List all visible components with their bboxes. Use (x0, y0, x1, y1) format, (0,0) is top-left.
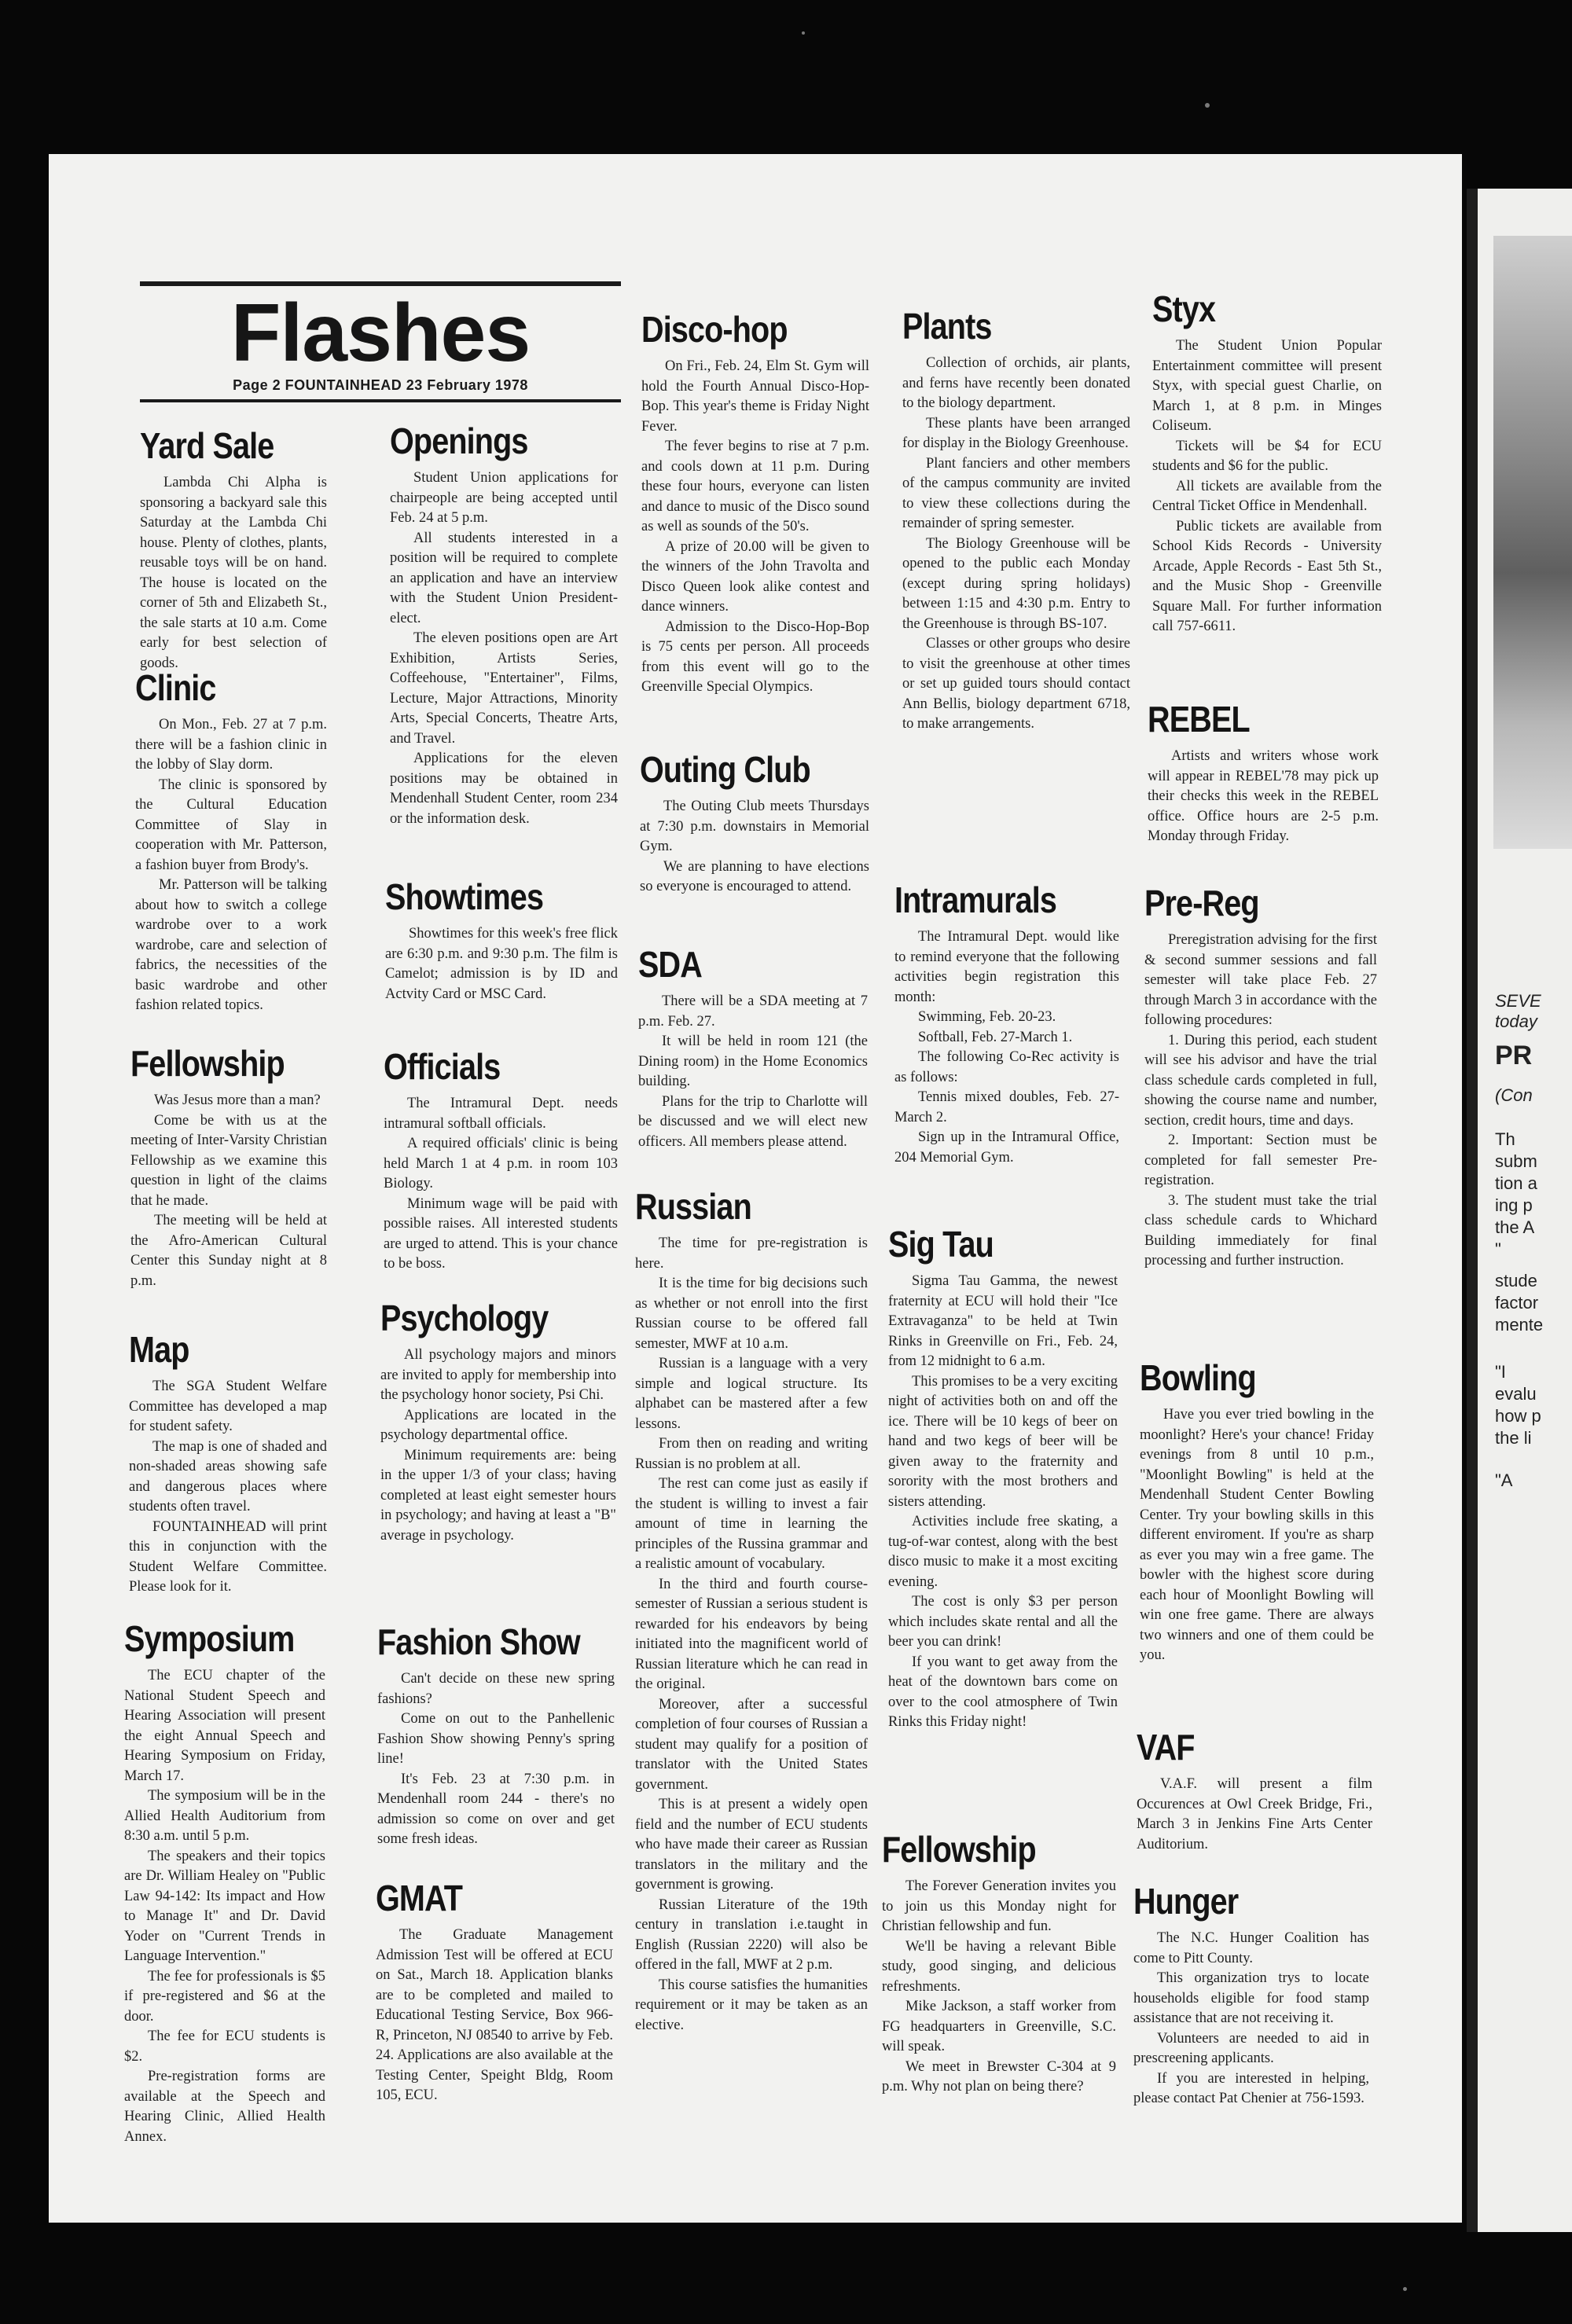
article-paragraph: If you want to get away from the heat of the downtown bars come on over to the cool atmosphere of Twin Rinks this Friday night! (888, 1654, 1118, 1730)
article-heading: Intramurals (894, 879, 1056, 920)
article-styx (1152, 288, 1382, 637)
article-paragraph: Sigma Tau Gamma, the newest fraternity at ECU will hold their "Ice Extravaganza" to be held at Twin Rinks in Greenville on Fri., Feb. 24, from 12 midnight to 6 a.m. (888, 1273, 1118, 1369)
page-title: Flashes (230, 288, 531, 379)
next-page-fragment: today (1495, 1011, 1537, 1031)
next-page-fragment: SEVE (1495, 991, 1541, 1011)
article-paragraph: Come on out to the Panhellenic Fashion Show showing Penny's spring line! (377, 1711, 615, 1767)
next-page-fragment: how p (1495, 1406, 1541, 1426)
article-heading: REBEL (1148, 699, 1250, 740)
article-paragraph: The Biology Greenhouse will be opened to the public each Monday (except during spring holidays) between 1:15 and 4:30 p.m. Entry to the Greenhouse is through BS-107. (902, 535, 1130, 632)
article-paragraph: The fee for professionals is $5 if pre-registered and $6 at the door. (124, 1968, 325, 2025)
article-heading: Pre-Reg (1144, 883, 1259, 923)
article-paragraph: Student Union applications for chairpeople are being accepted until Feb. 24 at 5 p.m. (390, 470, 618, 526)
article-paragraph: The fee for ECU students is $2. (124, 2028, 325, 2065)
article-psychology (380, 1297, 616, 1546)
article-gmat (376, 1877, 613, 2106)
article-paragraph: The N.C. Hunger Coalition has come to Pitt County. (1133, 1930, 1369, 1966)
next-page-fragment: stude (1495, 1271, 1537, 1290)
article-paragraph: The rest can come just as easily if the student is willing to invest a fair amount of time in learning the principles of the Russina grammar and a realistic amount of vocabulary. (635, 1476, 868, 1572)
article-paragraph: All psychology majors and minors are invited to apply for membership into the psychology honor society, Psi Chi. (380, 1347, 616, 1403)
article-paragraph: This organization trys to locate households eligible for food stamp assistance that are not receiving it. (1133, 1970, 1369, 2026)
article-russian (635, 1185, 868, 2036)
next-page-fragment: the A (1495, 1217, 1535, 1237)
article-heading: Symposium (124, 1618, 295, 1659)
next-page-fragment: subm (1495, 1151, 1537, 1171)
article-paragraph: Russian is a language with a very simple and logical structure. Its alphabet can be mastered after a few lessons. (635, 1356, 868, 1432)
article-paragraph: The Student Union Popular Entertainment committee will present Styx, with special guest Charlie, on March 1, at 8 p.m. in Minges Coliseum. (1152, 338, 1382, 434)
masthead-rule (140, 281, 621, 286)
article-symposium (124, 1617, 325, 2147)
article-paragraph: Plant fanciers and other members of the campus community are invited to view these collections during the remainder of spring semester. (902, 455, 1130, 531)
article-pre-reg (1144, 882, 1377, 1272)
article-paragraph: The Intramural Dept. would like to remind everyone that the following activities begin registration this month: (894, 929, 1119, 1005)
article-paragraph: Can't decide on these new spring fashions? (377, 1671, 615, 1707)
article-paragraph: Moreover, after a successful completion of four courses of Russian a student may qualify for a position of translator with the United States government. (635, 1696, 868, 1793)
article-paragraph: We meet in Brewster C-304 at 9 p.m. Why not plan on being there? (882, 2058, 1116, 2095)
article-sig-tau (888, 1223, 1118, 1733)
article-heading: SDA (638, 944, 702, 985)
article-paragraph: Artists and writers whose work will appear in REBEL'78 may pick up their checks this week in the REBEL office. Office hours are 2-5 p.m. Monday through Friday. (1148, 748, 1379, 844)
article-paragraph: A prize of 20.00 will be given to the winners of the John Travolta and Disco Queen look alike contest and dance winners. (641, 538, 869, 615)
next-page-fragment: ing p (1495, 1195, 1533, 1215)
article-paragraph: Preregistration advising for the first & second summer sessions and fall semester will take place Feb. 27 through March 3 in accordance with the following procedures: (1144, 932, 1377, 1028)
adjacent-page-photo (1493, 236, 1572, 849)
article-paragraph: Have you ever tried bowling in the moonlight? Here's your chance! Friday evenings from 8 until 10 p.m., "Moonlight Bowling" is held at the Mendenhall Student Center Bowling Center. Try your bowling skills in this different enviroment. If you're as sharp as ever you may win a free game. The bowler with the highest score during each hour of Moonlight Bowling will win one free game. There are always two winners and one of them could be you. (1140, 1407, 1374, 1663)
article-paragraph: From then on reading and writing Russian is no problem at all. (635, 1436, 868, 1472)
article-heading: Psychology (380, 1298, 549, 1338)
article-paragraph: The Forever Generation invites you to join us this Monday night for Christian fellowship and fun. (882, 1878, 1116, 1934)
article-heading: Plants (902, 306, 992, 347)
article-paragraph: Russian Literature of the 19th century in translation i.e.taught in English (Russian 2220) will also be offered in the fall, MWF at 2 p.m. (635, 1896, 868, 1973)
article-paragraph: Lambda Chi Alpha is sponsoring a backyard sale this Saturday at the Lambda Chi house. Plenty of clothes, plants, reusable toys will be on hand. The house is located on the corner of 5th and Elizabeth St., the sale starts at 10 a.m. Come early for best selection of goods. (140, 475, 327, 671)
article-hunger (1133, 1880, 1369, 2109)
article-paragraph: 1. During this period, each student will see his advisor and have the trial class schedule cards completed in full, showing the course name and number, section, credit hours, time and days. (1144, 1032, 1377, 1129)
article-paragraph: It is the time for big decisions such as whether or not enroll into the first Russian course to be offered fall semester, MWF at 10 a.m. (635, 1276, 868, 1352)
next-page-fragment: tion a (1495, 1173, 1537, 1193)
article-paragraph: Minimum requirements are: being in the upper 1/3 of your class; having completed at least eight semester hours in psychology; and having at least a "B" average in psychology. (380, 1447, 616, 1544)
article-showtimes (385, 876, 618, 1004)
article-paragraph: The symposium will be in the Allied Health Auditorium from 8:30 a.m. until 5 p.m. (124, 1788, 325, 1844)
article-paragraph: FOUNTAINHEAD will print this in conjunction with the Student Welfare Committee. Please look for it. (129, 1518, 327, 1595)
article-paragraph: Tickets will be $4 for ECU students and $6 for the public. (1152, 438, 1382, 474)
article-paragraph: All tickets are available from the Central Ticket Office in Mendenhall. (1152, 478, 1382, 514)
article-heading: Outing Club (640, 749, 810, 790)
article-heading: Styx (1152, 288, 1216, 329)
article-paragraph: Plans for the trip to Charlotte will be discussed and we will elect new officers. All members please attend. (638, 1093, 868, 1150)
article-intramurals (894, 879, 1119, 1168)
article-paragraph: Showtimes for this week's free flick are 6:30 p.m. and 9:30 p.m. The film is Camelot; admission is by ID and Actvity Card or MSC Card. (385, 926, 618, 1002)
adjacent-page-edge (1467, 189, 1572, 2232)
article-paragraph: Public tickets are available from School Kids Records - University Arcade, Apple Records - East 5th St., and the Music Shop - Greenville Square Mall. For further information call 757-6611. (1152, 518, 1382, 634)
article-heading: Fellowship (882, 1829, 1036, 1870)
article-heading: Sig Tau (888, 1224, 994, 1265)
next-page-fragment: PR (1495, 1041, 1533, 1070)
article-sda (638, 943, 868, 1152)
article-heading: Yard Sale (140, 425, 274, 466)
article-paragraph: A required officials' clinic is being held March 1 at 4 p.m. in room 103 Biology. (384, 1136, 618, 1191)
article-vaf (1137, 1726, 1372, 1855)
article-heading: VAF (1137, 1727, 1195, 1768)
article-heading: Showtimes (385, 876, 544, 917)
article-heading: Clinic (135, 667, 216, 708)
article-paragraph: 2. Important: Section must be completed for fall semester Pre-registration. (1144, 1133, 1377, 1188)
article-paragraph: The Graduate Management Admission Test will be offered at ECU on Sat., March 18. Application blanks are to be completed and mailed to Educational Testing Service, Box 966-R, Princeton, NJ 08540 to arrive by Feb. 24. Applications are also available at the Testing Center, Speight Bldg, Room 105, ECU. (376, 1927, 613, 2103)
article-heading: Officials (384, 1046, 501, 1087)
article-clinic (135, 666, 327, 1016)
article-map (129, 1328, 327, 1598)
article-heading: Russian (635, 1186, 751, 1227)
article-heading: Openings (390, 420, 528, 461)
article-paragraph: In the third and fourth course-semester of Russian a serious student is rewarded for his endeavors by being initiated into the magnificent world of Russian literature which he can read in the original. (635, 1576, 868, 1692)
next-page-fragment: "A (1495, 1470, 1513, 1490)
article-paragraph: The following Co-Rec activity is as follows: (894, 1049, 1119, 1085)
article-paragraph: It will be held in room 121 (the Dining room) in the Home Economics building. (638, 1034, 868, 1089)
article-paragraph: This course satisfies the humanities requirement or it may be taken as an elective. (635, 1977, 868, 2033)
article-heading: Fellowship (130, 1043, 285, 1084)
article-paragraph: The clinic is sponsored by the Cultural Education Committee of Slay in cooperation with Mr. Patterson, a fashion buyer from Brody's. (135, 777, 327, 873)
article-plants (902, 305, 1130, 735)
article-paragraph: The eleven positions open are Art Exhibition, Artists Series, Coffeehouse, "Entertainer", Films, Lecture, Major Attractions, Minority Arts, Special Concerts, Theatre Arts, and Travel. (390, 630, 618, 747)
article-fashion-show (377, 1621, 615, 1850)
article-heading: Fashion Show (377, 1621, 580, 1662)
scan-speck (1205, 103, 1210, 108)
article-paragraph: The ECU chapter of the National Student Speech and Hearing Association will present the eight Annual Speech and Hearing Symposium on Friday, March 17. (124, 1668, 325, 1784)
article-paragraph: There will be a SDA meeting at 7 p.m. Feb. 27. (638, 993, 868, 1030)
next-page-fragment: evalu (1495, 1384, 1537, 1404)
article-paragraph: Admission to the Disco-Hop-Bop is 75 cents per person. All proceeds from this event will go to the Greenville Special Olympics. (641, 619, 869, 695)
article-paragraph: This promises to be a very exciting night of activities both on and off the ice. There will be 10 kegs of beer on hand and two kegs of beer will be given away to the fraternity and sorority with the most brothers and sisters attending. (888, 1373, 1118, 1510)
article-heading: GMAT (376, 1878, 463, 1918)
article-paragraph: All students interested in a position will be required to complete an application and have an interview with the Student Union President-elect. (390, 530, 618, 626)
article-paragraph: These plants have been arranged for display in the Biology Greenhouse. (902, 415, 1130, 451)
page-dateline: Page 2 FOUNTAINHEAD 23 February 1978 (233, 377, 528, 393)
article-paragraph: Softball, Feb. 27-March 1. (918, 1029, 1073, 1045)
article-paragraph: The time for pre-registration is here. (635, 1235, 868, 1272)
article-heading: Hunger (1133, 1881, 1239, 1922)
next-page-fragment: mente (1495, 1315, 1544, 1335)
article-paragraph: The meeting will be held at the Afro-American Cultural Center this Sunday night at 8 p.m. (130, 1213, 327, 1289)
next-page-fragment: (Con (1495, 1085, 1533, 1105)
masthead-rule (140, 399, 621, 402)
article-paragraph: Was Jesus more than a man? (154, 1092, 321, 1108)
article-paragraph: If you are interested in helping, please contact Pat Chenier at 756-1593. (1133, 2070, 1369, 2106)
article-paragraph: Applications for the eleven positions may be obtained in Mendenhall Student Center, room 234 or the information desk. (390, 751, 618, 827)
article-paragraph: Swimming, Feb. 20-23. (918, 1009, 1056, 1025)
article-paragraph: The speakers and their topics are Dr. William Healey on "Public Law 94-142: Its impact and How to Manage It" and Dr. David Yoder on "Current Trends in Language Intervention." (124, 1848, 325, 1964)
article-paragraph: The Outing Club meets Thursdays at 7:30 p.m. downstairs in Memorial Gym. (640, 799, 869, 854)
article-paragraph: Applications are located in the psychology departmental office. (380, 1407, 616, 1443)
article-paragraph: The fever begins to rise at 7 p.m. and cools down at 11 p.m. During these four hours, everyone can listen and dance to music of the Disco sound as well as sounds of the 50's. (641, 439, 869, 534)
article-paragraph: Minimum wage will be paid with possible raises. All interested students are urged to attend. This is your chance to be boss. (384, 1195, 618, 1272)
article-paragraph: Mr. Patterson will be talking about how to switch a college wardrobe over to a work wardrobe, care and selection of fabrics, the necessities of the basic wardrobe and other fashion related topics. (135, 877, 327, 1013)
article-paragraph: V.A.F. will present a film Occurences at Owl Creek Bridge, Fri., March 3 in Jenkins Fine Arts Center Auditorium. (1137, 1776, 1372, 1852)
article-paragraph: The map is one of shaded and non-shaded areas showing safe and dangerous places where students often travel. (129, 1438, 327, 1514)
article-paragraph: On Mon., Feb. 27 at 7 p.m. there will be a fashion clinic in the lobby of Slay dorm. (135, 717, 327, 773)
next-page-fragment: factor (1495, 1293, 1539, 1313)
article-paragraph: Activities include free skating, a tug-of-war contest, along with the best disco music to make it a most exciting evening. (888, 1514, 1118, 1590)
article-bowling (1140, 1357, 1374, 1666)
article-paragraph: Volunteers are needed to aid in prescreening applicants. (1133, 2030, 1369, 2066)
article-paragraph: It's Feb. 23 at 7:30 p.m. in Mendenhall room 244 - there's no admission so come on over and get some fresh ideas. (377, 1771, 615, 1847)
article-fellowship-2 (882, 1828, 1116, 2098)
article-paragraph: Sign up in the Intramural Office, 204 Memorial Gym. (894, 1129, 1119, 1166)
article-disco-hop (641, 308, 869, 698)
article-rebel (1148, 698, 1379, 847)
article-paragraph: 3. The student must take the trial class schedule cards to Whichard Building immediately for final processing and further instruction. (1144, 1192, 1377, 1268)
article-paragraph: Mike Jackson, a staff worker from FG headquarters in Greenville, S.C. will speak. (882, 1999, 1116, 2054)
article-heading: Bowling (1140, 1357, 1256, 1398)
article-paragraph: Tennis mixed doubles, Feb. 27-March 2. (894, 1089, 1119, 1125)
article-paragraph: The Intramural Dept. needs intramural softball officials. (384, 1096, 618, 1132)
article-paragraph: Collection of orchids, air plants, and ferns have recently been donated to the biology department. (902, 355, 1130, 411)
article-fellowship-1 (130, 1042, 327, 1291)
article-openings (390, 420, 618, 829)
article-paragraph: We'll be having a relevant Bible study, good singing, and delicious refreshments. (882, 1938, 1116, 1995)
article-paragraph: On Fri., Feb. 24, Elm St. Gym will hold the Fourth Annual Disco-Hop-Bop. This year's theme is Friday Night Fever. (641, 358, 869, 435)
article-yard-sale (140, 424, 327, 674)
article-heading: Map (129, 1329, 189, 1370)
article-paragraph: This is at present a widely open field and the number of ECU students who have made their career as Russian translators in the military and the government is growing. (635, 1797, 868, 1893)
scan-speck (1403, 2287, 1407, 2291)
article-paragraph: The SGA Student Welfare Committee has developed a map for student safety. (129, 1379, 327, 1434)
article-paragraph: The cost is only $3 per person which includes skate rental and all the beer you can drink! (888, 1594, 1118, 1650)
article-paragraph: We are planning to have elections so everyone is encouraged to attend. (640, 858, 869, 894)
next-page-fragment: Th (1495, 1129, 1515, 1149)
article-paragraph: Classes or other groups who desire to visit the greenhouse at other times or set up guided tours should contact Ann Bellis, biology department 6718, to make arrangements. (902, 636, 1130, 732)
article-paragraph: Pre-registration forms are available at the Speech and Hearing Clinic, Allied Health Annex. (124, 2069, 325, 2145)
next-page-fragment: " (1495, 1239, 1501, 1259)
article-officials (384, 1045, 618, 1275)
next-page-fragment: "I (1495, 1362, 1506, 1382)
scan-speck (802, 31, 805, 35)
article-paragraph: Come be with us at the meeting of Inter-Varsity Christian Fellowship as we examine this question in light of the claims that he made. (130, 1112, 327, 1209)
article-heading: Disco-hop (641, 309, 788, 350)
next-page-fragment: the li (1495, 1428, 1532, 1448)
article-outing-club (640, 748, 869, 898)
